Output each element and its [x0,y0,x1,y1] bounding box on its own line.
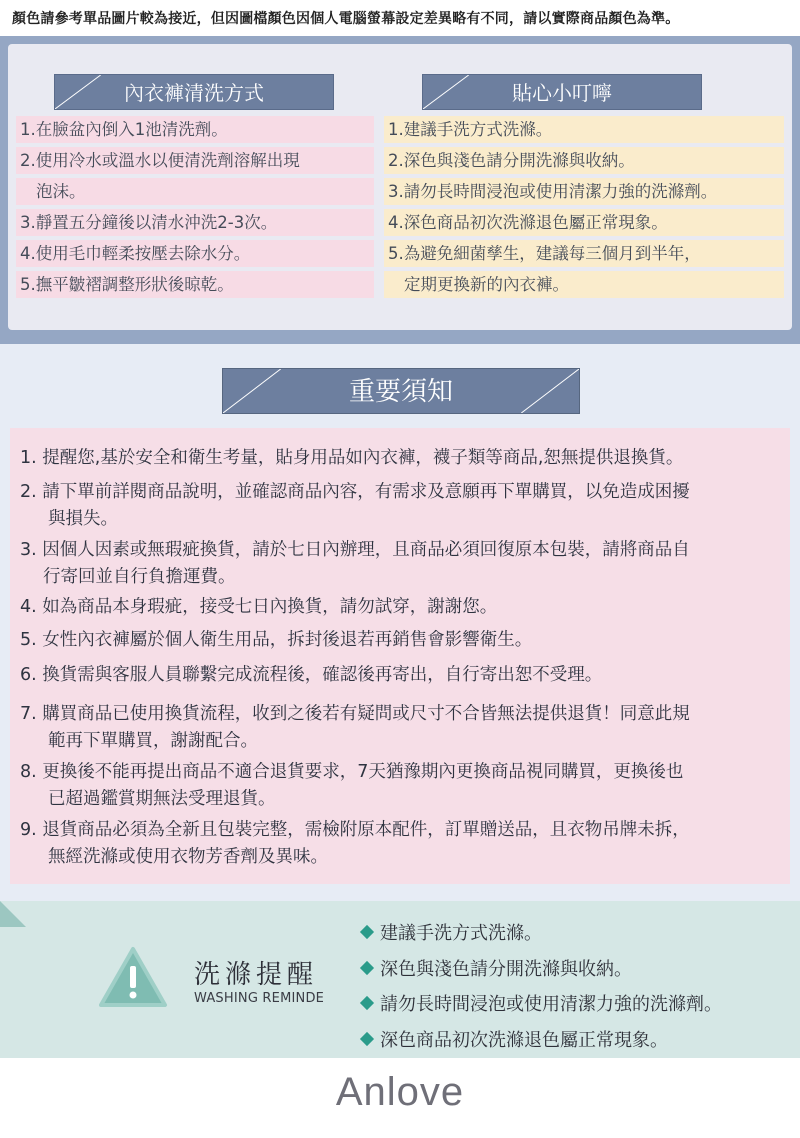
diamond-bullet-icon [360,960,374,974]
care-tips-title: 貼心小叮嚀 [512,81,612,105]
notice-item [20,594,497,621]
notice-line: 6. 換貨需與客服人員聯繫完成流程後，確認後再寄出，自行寄出恕不受理。 [20,665,603,685]
washing-reminder-subtitle: WASHING REMINDE [194,991,325,1006]
list-item: 定期更換新的內衣褲。 [384,271,784,298]
notice-line: 8. 更換後不能再提出商品不適合退貨要求，7天猶豫期內更換商品視同購買，更換後也 [20,762,684,782]
notice-line: 9. 退貨商品必須為全新且包裝完整，需檢附原本配件，訂單贈送品，且衣物吊牌未拆， [20,820,690,840]
diamond-bullet-icon [360,1031,374,1045]
notice-line: 4. 如為商品本身瑕疵，接受七日內換貨，請勿試穿，謝謝您。 [20,597,498,617]
list-item: 5.撫平皺褶調整形狀後晾乾。 [16,271,374,298]
notice-line: 已超過鑑賞期無法受理退貨。 [48,789,276,809]
list-item [360,1023,722,1059]
notice-line: 無經洗滌或使用衣物芳香劑及異味。 [48,847,328,867]
list-item: 3.靜置五分鐘後以清水沖洗2-3次。 [16,209,374,236]
list-item: 4.使用毛巾輕柔按壓去除水分。 [16,240,374,267]
care-tips-header [422,74,702,110]
list-item-text: 深色與淺色請分開洗滌與收納。 [380,958,632,980]
notice-item [20,817,690,871]
notice-line: 7. 購買商品已使用換貨流程，收到之後若有疑問或尺寸不合皆無法提供退貨！同意此規 [20,704,690,724]
notice-line: 範再下單購買，謝謝配合。 [48,731,258,751]
notice-item [20,627,532,654]
list-item [360,952,722,988]
care-tips-list [384,116,784,302]
list-item: 1.建議手洗方式洗滌。 [384,116,784,143]
washing-reminder-title: 洗滌提醒 [194,960,319,990]
notice-header [222,368,580,414]
list-item [360,987,722,1023]
washing-method-title: 內衣褲清洗方式 [124,81,264,105]
list-item-text: 請勿長時間浸泡或使用清潔力強的洗滌劑。 [380,994,722,1015]
notice-title: 重要須知 [348,377,453,407]
list-item-text: 建議手洗方式洗滌。 [380,923,542,944]
list-item: 2.深色與淺色請分開洗滌與收納。 [384,147,784,174]
notice-item [20,701,690,755]
notice-line: 與損失。 [48,509,118,529]
diamond-bullet-icon [360,996,374,1010]
list-item: 2.使用冷水或溫水以便清洗劑溶解出現 [16,147,374,174]
brand-logo: Anlove [335,1070,465,1114]
notice-item [20,759,683,813]
notice-line: 1. 提醒您,基於安全和衛生考量，貼身用品如內衣褲，襪子類等商品,恕無提供退換貨。 [20,448,684,468]
notice-item [20,662,602,689]
list-item: 3.請勿長時間浸泡或使用清潔力強的洗滌劑。 [384,178,784,205]
list-item-text: 深色商品初次洗滌退色屬正常現象。 [380,1029,668,1051]
notice-line: 2. 請下單前詳閱商品說明，並確認商品內容，有需求及意願再下單購買，以免造成困擾 [20,482,690,502]
list-item [360,916,722,952]
color-disclaimer: 顏色請參考單品圖片較為接近，但因圖檔顏色因個人電腦螢幕設定差異略有不同，請以實際商品顏色為準。 [12,11,680,27]
washing-method-header [54,74,334,110]
diamond-bullet-icon [360,925,374,939]
notice-item [20,479,690,533]
list-item: 1.在臉盆內倒入1池清洗劑。 [16,116,374,143]
list-item: 泡沫。 [16,178,374,205]
notice-item [20,537,690,591]
list-item: 4.深色商品初次洗滌退色屬正常現象。 [384,209,784,236]
notice-line: 5. 女性內衣褲屬於個人衛生用品，拆封後退若再銷售會影響衛生。 [20,630,533,650]
washing-method-list [16,116,374,302]
corner-decoration [0,901,26,927]
washing-reminder-list [360,916,722,1058]
notice-box [10,428,790,884]
notice-line: 3. 因個人因素或無瑕疵換貨，請於七日內辦理，且商品必須回復原本包裝，請將商品自 [20,540,690,560]
list-item: 5.為避免細菌孳生，建議每三個月到半年， [384,240,784,267]
notice-line: 行寄回並自行負擔運費。 [43,567,236,587]
warning-triangle-icon [98,946,168,1012]
notice-item [20,445,683,472]
